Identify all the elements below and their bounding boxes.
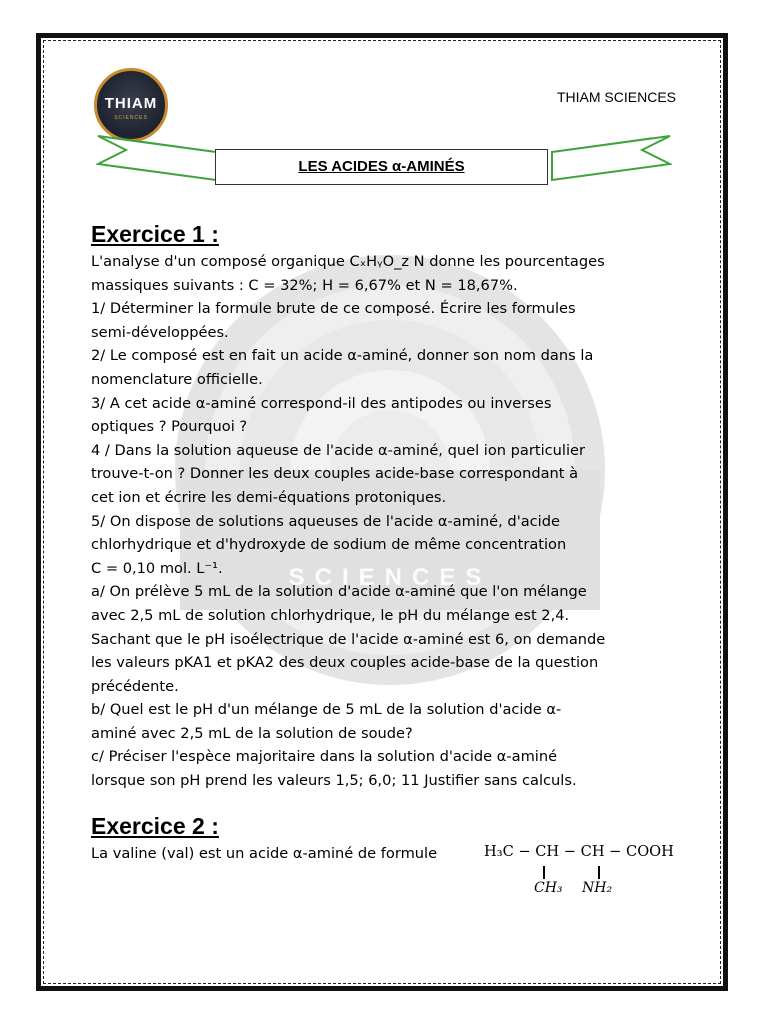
exercise-1-line: aminé avec 2,5 mL de la solution de soude? (91, 724, 413, 742)
valine-formula: H₃C − CH − CH − COOH (484, 843, 674, 860)
exercise-1-line: 5/ On dispose de solutions aqueuses de l'acide α-aminé, d'acide (91, 512, 560, 530)
logo-subtext: SCIENCES (114, 115, 148, 121)
logo-text: THIAM (104, 95, 158, 112)
exercise-1-line: optiques ? Pourquoi ? (91, 418, 248, 436)
branch-nh2: NH₂ (582, 880, 613, 896)
branch-ch3: CH₃ (534, 880, 563, 896)
exercise-1-line: L'analyse d'un composé organique CₓHᵧO_z N donne les pourcentages (91, 253, 605, 270)
exercise-1-line: 2/ Le composé est en fait un acide α-aminé, donner son nom dans la (91, 347, 594, 365)
exercise-1-line: 3/ A cet acide α-aminé correspond-il des antipodes ou inverses (91, 394, 552, 412)
exercise-1-line: trouve-t-on ? Donner les deux couples acide-base correspondant à (91, 465, 579, 483)
exercise-1-body (91, 250, 681, 793)
exercise-1-line: les valeurs pKA1 et pKA2 des deux couples acide-base de la question (91, 654, 599, 672)
document-title: LES ACIDES α-AMINÉS (215, 149, 548, 185)
exercise-1-line: lorsque son pH prend les valeurs 1,5; 6,0; 11 Justifier sans calculs. (91, 772, 577, 790)
exercise-1-line: a/ On prélève 5 mL de la solution d'acide α-aminé que l'on mélange (91, 583, 587, 601)
watermark-text: SCIENCES (288, 564, 492, 591)
exercise-2-text: La valine (val) est un acide α-aminé de formule (91, 845, 438, 862)
exercise-1-line: C = 0,10 mol. L⁻¹. (91, 559, 223, 577)
exercise-1-line: 1/ Déterminer la formule brute de ce composé. Écrire les formules (91, 300, 576, 318)
exercise-1-line: b/ Quel est le pH d'un mélange de 5 mL de la solution d'acide α- (91, 701, 562, 719)
exercise-1-line: massiques suivants : C = 32%; H = 6,67% et N = 18,67%. (91, 276, 518, 294)
exercise-2-heading: Exercice 2 : (91, 813, 219, 839)
exercise-1-line: nomenclature officielle. (91, 370, 263, 388)
exercise-1-line: Sachant que le pH isoélectrique de l'acide α-aminé est 6, on demande (91, 630, 606, 648)
exercise-1-line: avec 2,5 mL de solution chlorhydrique, le pH du mélange est 2,4. (91, 606, 570, 624)
exercise-1-line: c/ Préciser l'espèce majoritaire dans la solution d'acide α-aminé (91, 748, 558, 766)
exercise-1-heading: Exercice 1 : (91, 221, 219, 247)
exercise-1-line: précédente. (91, 677, 179, 695)
exercise-1-line: 4 / Dans la solution aqueuse de l'acide α-aminé, quel ion particulier (91, 441, 585, 459)
brand-name: THIAM SCIENCES (556, 89, 676, 105)
exercise-1-line: cet ion et écrire les demi-équations protoniques. (91, 488, 447, 506)
exercise-1-line: chlorhydrique et d'hydroxyde de sodium de même concentration (91, 536, 567, 554)
bond-right (598, 866, 600, 879)
exercise-1-line: semi-développées. (91, 323, 229, 341)
bond-left (543, 866, 545, 879)
exercise-1 (91, 218, 681, 793)
